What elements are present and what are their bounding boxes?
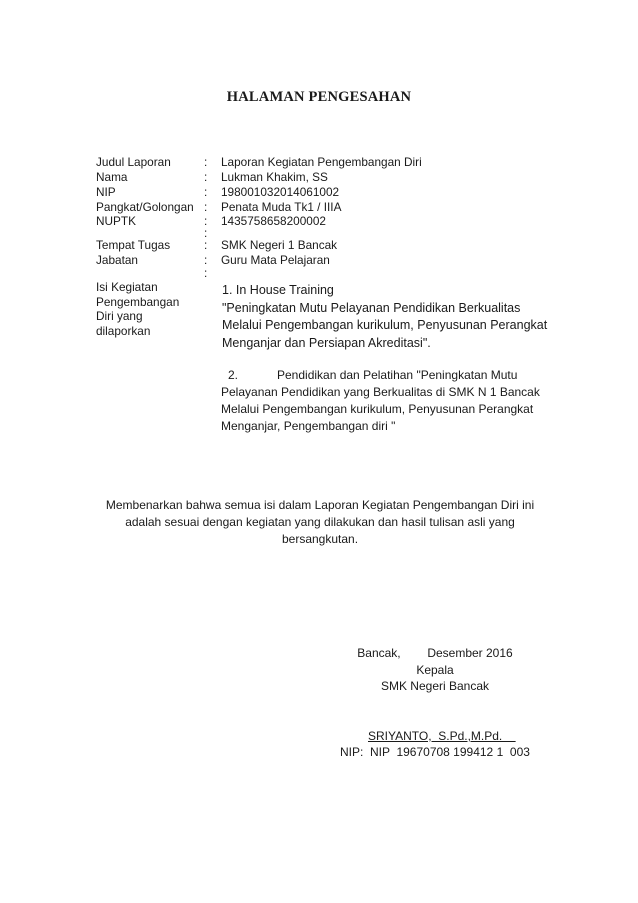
- activity-2-first-line: [221, 367, 540, 384]
- field-label-jabatan: Jabatan: [96, 253, 138, 267]
- activity-2-line: Menganjar, Pengembangan diri ": [221, 419, 396, 433]
- field-value-nuptk: 1435758658200002: [221, 214, 326, 228]
- activity-2-heading: Pendidikan dan Pelatihan "Peningkatan Mutu: [277, 368, 518, 382]
- activity-2-number: 2.: [228, 368, 239, 382]
- field-colon: :: [204, 253, 208, 267]
- field-value-pangkat-golongan: Penata Muda Tk1 / IIIA: [221, 200, 342, 214]
- signature-position: Kepala: [416, 662, 454, 677]
- activity-1-line: Melalui Pengembangan kurikulum, Penyusunan Perangkat: [222, 318, 548, 332]
- signatory-name: SRIYANTO, S.Pd.,M.Pd.: [368, 729, 516, 743]
- field-label-nuptk: NUPTK: [96, 214, 136, 228]
- field-colon: :: [204, 155, 208, 169]
- field-colon: :: [204, 238, 208, 252]
- activity-1-line: Menganjar dan Persiapan Akreditasi".: [222, 335, 431, 350]
- field-label-judul-laporan: Judul Laporan: [96, 155, 171, 169]
- isi-kegiatan-label-line: Pengembangan: [96, 295, 180, 309]
- activity-1: [222, 282, 547, 352]
- signatory-nip: NIP: NIP 19670708 199412 1 003: [340, 745, 530, 759]
- isi-kegiatan-label-line: dilaporkan: [96, 324, 151, 338]
- field-value-tempat-tugas: SMK Negeri 1 Bancak: [221, 238, 338, 252]
- field-label-pangkat-golongan: Pangkat/Golongan: [96, 200, 194, 214]
- statement-line: adalah sesuai dengan kegiatan yang dilakukan dan hasil tulisan asli yang: [125, 515, 515, 529]
- signature-block: [330, 645, 540, 695]
- field-label-nama: Nama: [96, 170, 128, 184]
- field-colon-empty: :: [204, 226, 208, 240]
- isi-kegiatan-label-line: Diri yang: [96, 309, 143, 323]
- activity-2: [221, 367, 540, 435]
- statement-line: bersangkutan.: [281, 532, 359, 546]
- activity-2-line: Melalui Pengembangan kurikulum, Penyusunan Perangkat: [221, 402, 534, 416]
- statement-paragraph: [80, 497, 560, 548]
- field-value-jabatan: Guru Mata Pelajaran: [221, 253, 330, 267]
- isi-kegiatan-label-line: Isi Kegiatan: [96, 280, 158, 294]
- field-value-judul-laporan: Laporan Kegiatan Pengembangan Diri: [221, 155, 422, 169]
- field-colon-empty: :: [204, 266, 208, 280]
- field-label-tempat-tugas: Tempat Tugas: [96, 238, 171, 252]
- activity-2-line: Pelayanan Pendidikan yang Berkualitas di SMK N 1 Bancak: [221, 385, 540, 399]
- field-value-nip: 198001032014061002: [221, 185, 340, 199]
- activity-1-line: "Peningkatan Mutu Pelayanan Pendidikan Berkualitas: [222, 300, 521, 315]
- activity-1-line: 1. In House Training: [222, 283, 334, 297]
- statement-line: Membenarkan bahwa semua isi dalam Laporan Kegiatan Pengembangan Diri ini: [105, 498, 535, 512]
- field-colon: :: [204, 170, 208, 184]
- signature-place-date: Bancak, Desember 2016: [357, 646, 513, 660]
- signature-institution: SMK Negeri Bancak: [380, 679, 490, 693]
- page-title: HALAMAN PENGESAHAN: [226, 89, 412, 105]
- field-value-nama: Lukman Khakim, SS: [221, 170, 328, 184]
- field-colon: :: [204, 214, 208, 228]
- field-colon: :: [204, 200, 208, 214]
- field-colon: :: [204, 185, 208, 199]
- field-label-nip: NIP: [96, 185, 116, 199]
